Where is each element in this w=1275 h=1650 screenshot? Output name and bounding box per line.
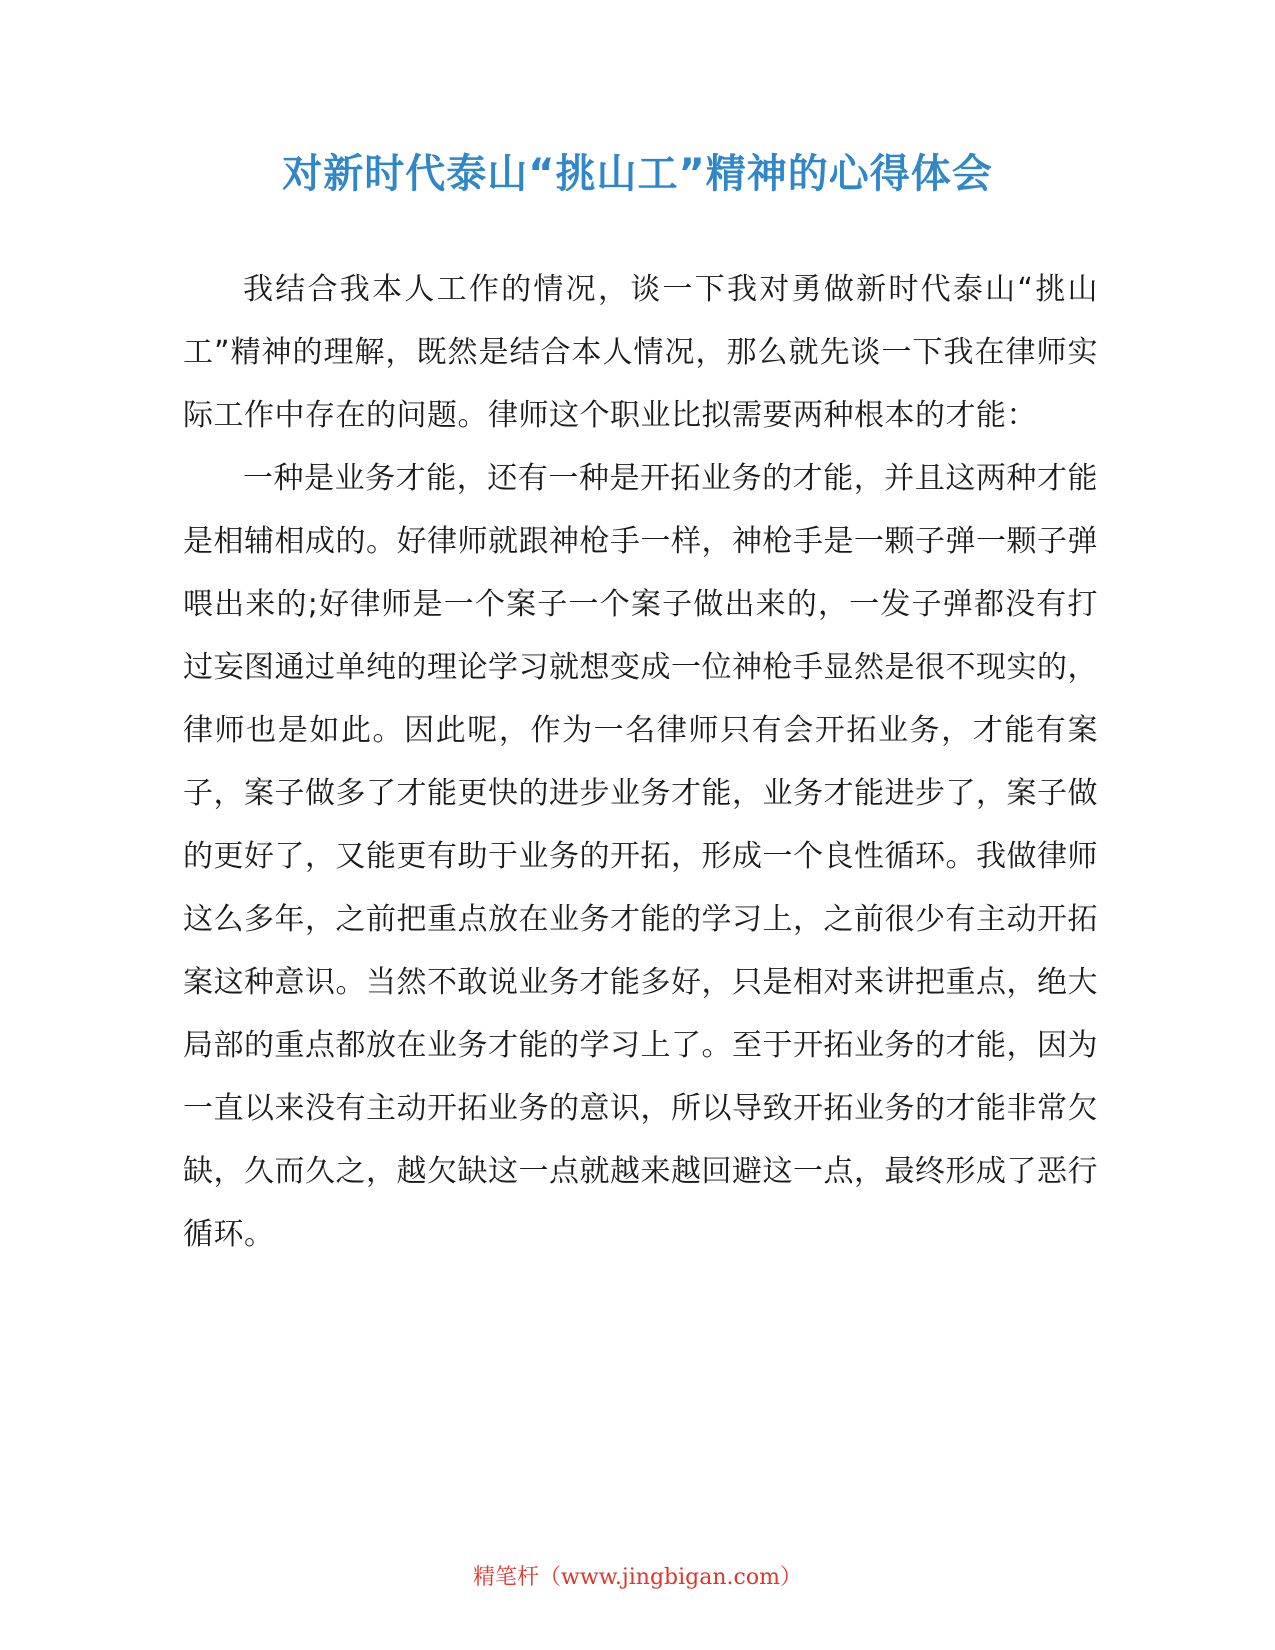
footer-watermark: 精笔杆（www.jingbigan.com） <box>473 1565 802 1590</box>
document-body <box>183 258 1098 1266</box>
document-title: 对新时代泰山“挑山工”精神的心得体会 <box>282 151 993 197</box>
paragraph-1: 我结合我本人工作的情况，谈一下我对勇做新时代泰山“挑山工”精神的理解，既然是结合本人情况，那么就先谈一下我在律师实际工作中存在的问题。律师这个职业比拟需要两种根本的才能： <box>183 272 1098 433</box>
paragraph-2: 一种是业务才能，还有一种是开拓业务的才能，并且这两种才能是相辅相成的。好律师就跟神枪手一样，神枪手是一颗子弹一颗子弹喂出来的;好律师是一个案子一个案子做出来的，一发子弹都没有打过妄图通过单纯的理论学习就想变成一位神枪手显然是很不现实的，律师也是如此。因此呢，作为一名律师只有会开拓业务，才能有案子，案子做多了才能更快的进步业务才能，业务才能进步了，案子做的更好了，又能更有助于业务的开拓，形成一个良性循环。我做律师这么多年，之前把重点放在业务才能的学习上，之前很少有主动开拓案这种意识。当然不敢说业务才能多好，只是相对来讲把重点，绝大局部的重点都放在业务才能的学习上了。至于开拓业务的才能，因为一直以来没有主动开拓业务的意识，所以导致开拓业务的才能非常欠缺，久而久之，越欠缺这一点就越来越回避这一点，最终形成了恶行循环。 <box>183 461 1098 1252</box>
